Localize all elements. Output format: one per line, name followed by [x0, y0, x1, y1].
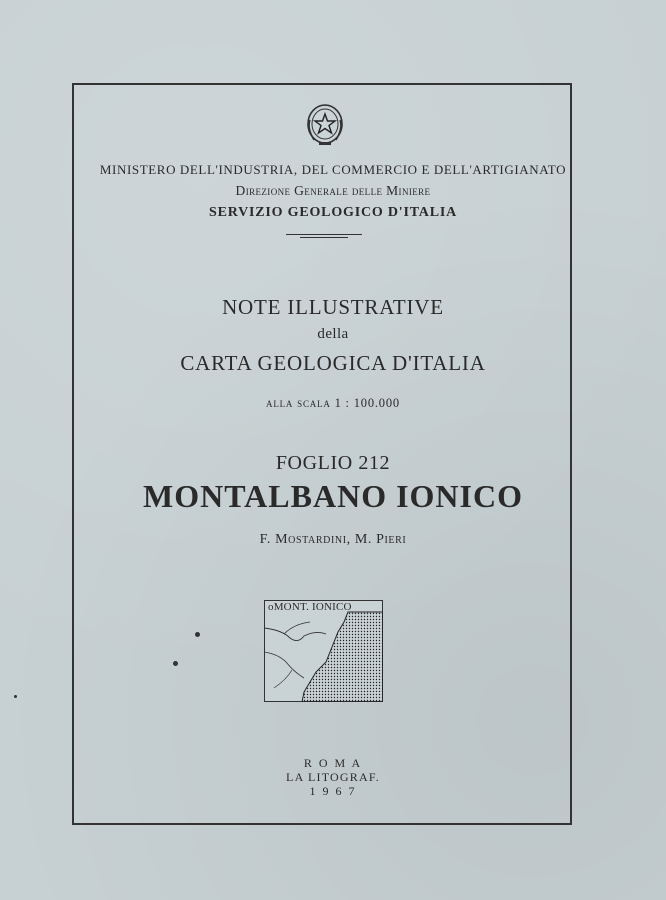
- divider-rule-short: [300, 237, 348, 238]
- imprint-publisher: LA LITOGRAF.: [286, 770, 380, 784]
- paper-speck: [195, 632, 200, 637]
- imprint-city: R O M A: [303, 756, 363, 770]
- sheet-name: MONTALBANO IONICO: [143, 478, 523, 514]
- sheet-number: FOGLIO 212: [275, 452, 391, 474]
- italian-emblem-icon: [304, 100, 346, 148]
- map-scale: alla scala 1 : 100.000: [266, 396, 400, 410]
- service-name: SERVIZIO GEOLOGICO D'ITALIA: [208, 205, 457, 220]
- title-note-illustrative: NOTE ILLUSTRATIVE: [222, 295, 444, 319]
- paper-speck: [14, 695, 17, 698]
- location-map: [264, 600, 383, 702]
- divider-rule: [286, 234, 362, 235]
- paper-speck: [173, 661, 178, 666]
- imprint-year: 1 9 6 7: [309, 784, 357, 798]
- directorate-name: Direzione Generale delle Miniere: [235, 183, 431, 198]
- map-label: oMONT. IONICO: [268, 601, 352, 613]
- ministry-name: MINISTERO DELL'INDUSTRIA, DEL COMMERCIO E DELL'ARTIGIANATO: [99, 162, 567, 177]
- title-della: della: [317, 326, 349, 342]
- title-carta-geologica: CARTA GEOLOGICA D'ITALIA: [180, 351, 486, 375]
- authors: F. Mostardini, M. Pieri: [259, 532, 407, 547]
